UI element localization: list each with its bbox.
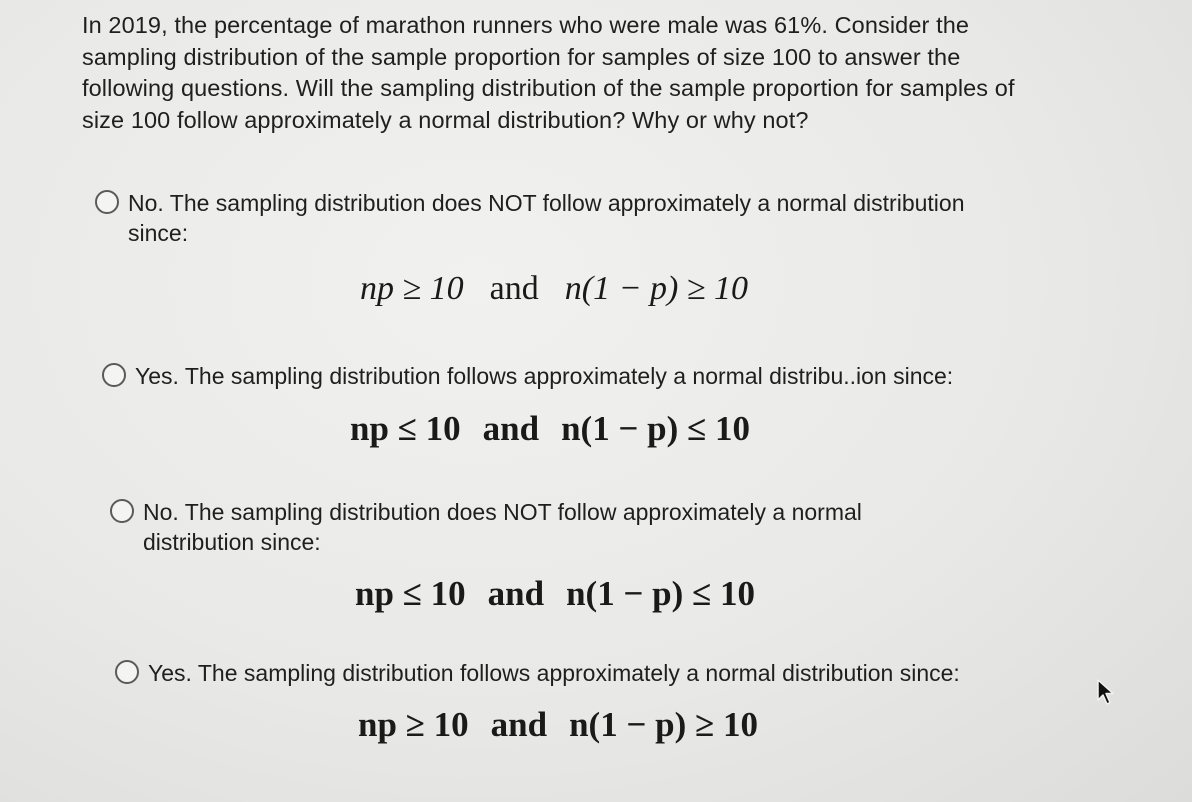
option-4-condition [358,705,758,745]
option-4-condition-and: and [490,705,548,744]
radio-button-1[interactable] [95,190,119,214]
radio-button-2[interactable] [102,363,126,387]
radio-button-4[interactable] [115,660,139,684]
option-1-label: No. The sampling distribution does NOT follow approximately a normal distribution since: [128,190,965,246]
option-2-condition-left: np ≤ 10 [350,409,461,448]
option-3-condition-left: np ≤ 10 [355,574,466,613]
option-1-condition-and: and [489,270,539,307]
option-1-condition [360,270,748,308]
option-2-condition [350,409,750,449]
option-3-label: No. The sampling distribution does NOT follow approximately a normal distribution since: [143,499,862,555]
option-3-condition-right: n(1 − p) ≤ 10 [566,574,755,613]
mouse-pointer-icon [1094,678,1120,708]
option-4-label: Yes. The sampling distribution follows approximately a normal distribution since: [148,660,960,686]
option-4-condition-left: np ≥ 10 [358,705,469,744]
option-2-condition-and: and [482,409,540,448]
option-4-condition-right: n(1 − p) ≥ 10 [569,705,758,744]
option-2-label: Yes. The sampling distribution follows approximately a normal distribu..ion since: [135,363,954,389]
option-1-condition-right: n(1 − p) ≥ 10 [564,270,749,307]
option-3-condition [355,574,755,614]
option-3-condition-and: and [487,574,545,613]
question-text: In 2019, the percentage of marathon runners who were male was 61%. Consider the sampling distribution of the sample proportion for samples of size 100 to answer the following questions. Will the sampling distribution of the sample proportion for samples of size 100 follow approximately a normal distribution? Why or why not? [82,12,1015,133]
option-2-condition-right: n(1 − p) ≤ 10 [561,409,750,448]
radio-button-3[interactable] [110,499,134,523]
option-1-condition-left: np ≥ 10 [360,270,464,307]
